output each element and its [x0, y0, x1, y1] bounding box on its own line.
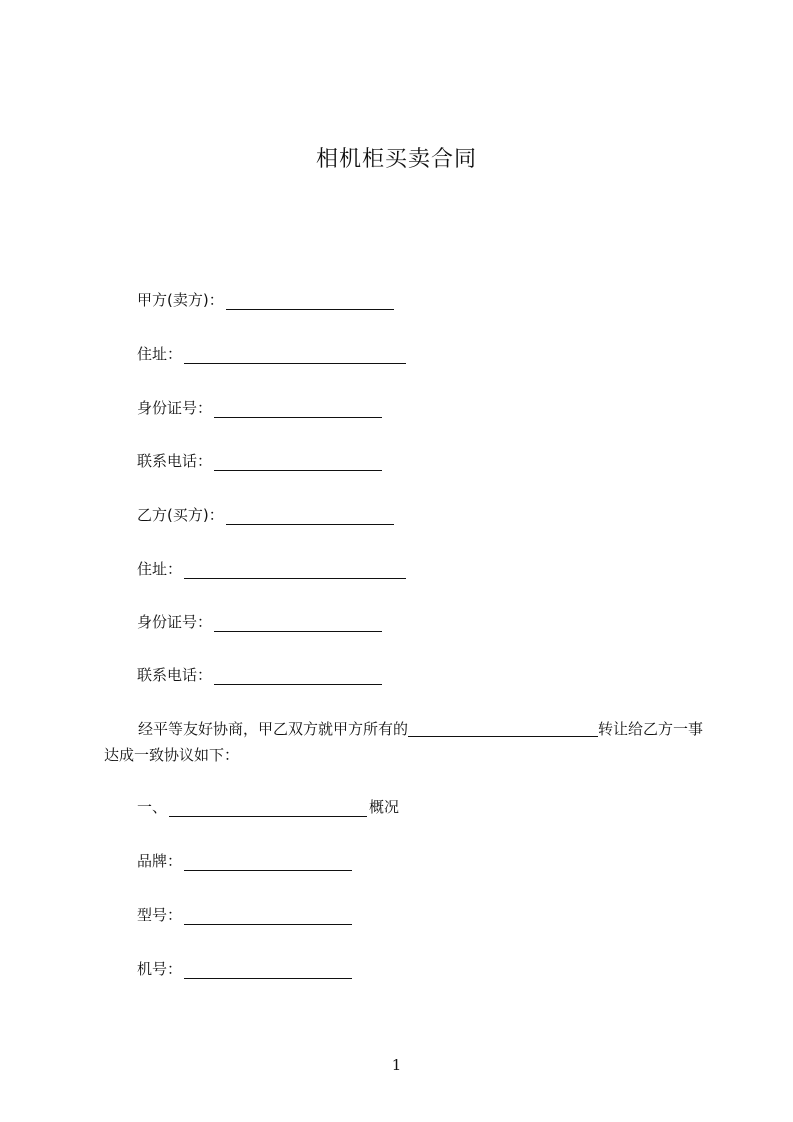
party-a-phone-field: [137, 451, 382, 471]
intro-text-after: 转让给乙方一事达成一致协议如下：: [104, 720, 704, 764]
serial-field: [137, 959, 352, 979]
party-a-phone-label: 联系电话：: [137, 452, 213, 470]
party-b-blank[interactable]: [226, 507, 394, 525]
party-b-id-field: [137, 612, 382, 632]
serial-blank[interactable]: [184, 961, 352, 979]
intro-item-blank[interactable]: [408, 719, 598, 737]
party-b-address-blank[interactable]: [184, 561, 406, 579]
party-b-field: [137, 505, 394, 525]
brand-label: 品牌：: [137, 852, 183, 870]
party-a-blank[interactable]: [226, 292, 394, 310]
party-b-phone-field: [137, 665, 382, 685]
party-b-address-label: 住址：: [137, 560, 183, 578]
party-a-address-blank[interactable]: [184, 346, 406, 364]
party-b-id-blank[interactable]: [214, 614, 382, 632]
party-b-phone-blank[interactable]: [214, 667, 382, 685]
document-title: 相机柜买卖合同: [315, 147, 477, 172]
party-a-address-field: [137, 344, 406, 364]
party-b-label: 乙方(买方)：: [137, 506, 224, 524]
party-a-id-blank[interactable]: [214, 400, 382, 418]
section-1-prefix: 一、: [137, 798, 168, 816]
page-number: 1: [391, 1056, 402, 1074]
party-a-field: [137, 290, 394, 310]
section-1-blank[interactable]: [169, 799, 367, 817]
party-a-phone-blank[interactable]: [214, 453, 382, 471]
model-blank[interactable]: [184, 907, 352, 925]
model-field: [137, 905, 352, 925]
party-a-label: 甲方(卖方)：: [137, 291, 224, 309]
serial-label: 机号：: [137, 960, 183, 978]
intro-text-before: 经平等友好协商，甲乙双方就甲方所有的: [138, 720, 409, 738]
intro-paragraph: [104, 716, 704, 768]
party-b-id-label: 身份证号：: [137, 613, 213, 631]
party-a-id-field: [137, 398, 382, 418]
brand-field: [137, 851, 352, 871]
section-1-suffix: 概况: [369, 798, 400, 816]
party-a-address-label: 住址：: [137, 345, 183, 363]
section-1-heading: [137, 797, 399, 817]
party-b-address-field: [137, 559, 406, 579]
party-b-phone-label: 联系电话：: [137, 666, 213, 684]
model-label: 型号：: [137, 906, 183, 924]
party-a-id-label: 身份证号：: [137, 399, 213, 417]
brand-blank[interactable]: [184, 853, 352, 871]
